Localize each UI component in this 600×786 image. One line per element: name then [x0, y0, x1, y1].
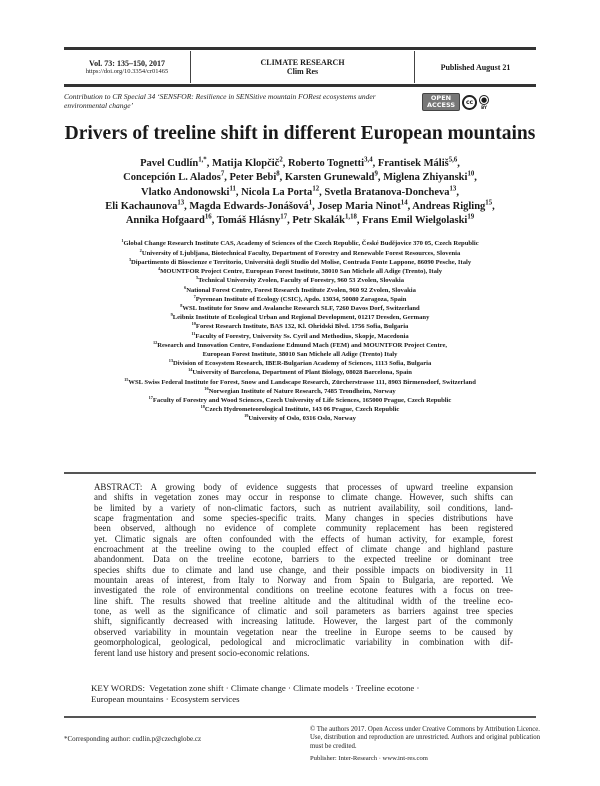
affiliation — [30, 387, 570, 396]
affiliation-number: 14 — [188, 367, 193, 373]
journal-header — [64, 51, 536, 83]
author-name: Roberto Tognetti — [287, 158, 365, 169]
affiliation — [30, 286, 570, 295]
author — [292, 215, 357, 226]
affiliation-number: 1 — [121, 238, 124, 244]
keywords-line-1: KEY WORDS: Vegetation zone shift · Climate change · Climate models · Treeline ecotone · — [91, 683, 420, 693]
author-affiliation-mark: 15 — [485, 199, 493, 207]
author — [126, 215, 212, 226]
author-name: Concepción L. Alados — [123, 172, 221, 184]
cc-icon: cc — [462, 95, 477, 110]
affiliation-number: 6 — [184, 284, 187, 290]
volume: Vol. 73: 135–150, 2017 — [89, 59, 165, 68]
abstract-line: shift, significantly decreased with increasing latitude. However, the largest part of the commonly — [94, 616, 513, 627]
author-name: Frans Emil Wielgolaski — [362, 215, 468, 227]
affiliation-text: Technical University Zvolen, Faculty of Forestry, 960 53 Zvolen, Slovakia — [198, 277, 404, 285]
affiliation-number: 2 — [139, 247, 142, 253]
affiliation — [30, 304, 570, 313]
abstract-line: ABSTRACT: A growing body of evidence suggests that processes of upward treeline expansion — [94, 482, 513, 492]
author-affiliation-mark: 16 — [204, 213, 212, 221]
affiliation-number: 11 — [191, 330, 196, 336]
keywords — [91, 683, 516, 704]
affiliation-text: Research and Innovation Centre, Fondazione Edmund Mach (FEM) and MOUNTFOR Project Centre, — [157, 341, 448, 349]
affiliation — [30, 295, 570, 304]
abstract-line: mountain areas of interest, from Italy to Norway and from Spain to Bulgaria, are reported. We — [94, 575, 513, 586]
volume-cell — [64, 51, 191, 83]
affiliation — [30, 350, 570, 359]
affiliation-number: 17 — [148, 394, 153, 400]
journal-name: CLIMATE RESEARCH — [260, 58, 345, 67]
author-affiliation-mark: 19 — [467, 213, 475, 221]
affiliation-number: 13 — [168, 357, 173, 363]
abstract-line: encroachment at the treeline owing to the coupled effect of climate change and highland pasture — [94, 544, 513, 555]
abstract-line: tone, as well as the significance of climatic and soil parameters as barriers against tree species — [94, 606, 513, 617]
affiliation — [30, 258, 570, 267]
affiliation-text: Global Change Research Institute CAS, Academy of Sciences of the Czech Republic, České Budějovice 370 05, Czech Republic — [123, 240, 479, 248]
author-name: Eli Kachaunova — [105, 200, 178, 212]
journal-cell — [191, 51, 415, 83]
abstract-line: observed variability in mountain vegetation near the treeline in Europe seems to be caused by — [94, 626, 513, 637]
author-affiliation-mark: 1,18 — [344, 213, 357, 221]
author-affiliation-mark: 8 — [276, 170, 280, 178]
author — [288, 158, 373, 169]
affiliation-text: Forest Research Institute, BAS 132, Kl. Ohridski Blvd. 1756 Sofia, Bulgaria — [195, 323, 409, 331]
author-line: Vlatko Andonowski$^{11}$, Nicola La Porta$^{12}$, Svetla Bratanova-Doncheva$^{13}$, — [141, 185, 459, 198]
author-name: Peter Bebi — [229, 172, 277, 184]
author — [212, 158, 283, 169]
author — [241, 187, 319, 198]
open-access-badge: OPEN ACCESS — [422, 93, 460, 111]
publisher-text: Publisher: Inter-Research · www.int-res.com — [310, 755, 428, 762]
published-date: Published August 21 — [440, 62, 511, 72]
affiliation-number: 15 — [124, 376, 129, 382]
affiliation-text: University of Oslo, 0316 Oslo, Norway — [248, 415, 356, 423]
author — [285, 172, 378, 183]
affiliation-number: 8 — [180, 302, 183, 308]
affiliation-text: Leibniz Institute of Ecological Urban and Regional Development, 01217 Dresden, Germany — [172, 314, 430, 322]
affiliation-number: 4 — [158, 265, 161, 271]
author — [140, 158, 207, 169]
affiliation-text: Faculty of Forestry, University Ss. Cyril and Methodius, Skopje, Macedonia — [195, 332, 409, 340]
abstract-line: yet. Climatic signals are often confounded with the effects of human activity, for example, forest — [94, 533, 513, 544]
author — [141, 187, 236, 198]
affiliation-text: National Forest Centre, Forest Research Institute Zvolen, 960 92 Zvolen, Slovakia — [186, 286, 416, 294]
affiliation-text: Division of Ecosystem Research, IBER-Bulgarian Academy of Sciences, 1113 Sofia, Bulgaria — [172, 360, 432, 368]
affiliation-text: University of Ljubljana, Biotechnical Faculty, Department of Forestry and Renewable Forest Resources, Slovenia — [141, 249, 461, 257]
author-name: Matija Klopčič — [211, 158, 280, 169]
author-affiliation-mark: 9 — [374, 170, 378, 178]
keywords-line-2: European mountains · Ecosystem services — [91, 693, 240, 704]
affiliation — [30, 313, 570, 322]
author-line: Eli Kachaunova$^{13}$, Magda Edwards-Jonášová$^1$, Josep Maria Ninot$^{14}$, Andreas Rigling$^{15}$, — [105, 199, 495, 212]
affiliation — [30, 341, 570, 350]
affiliation — [30, 414, 570, 423]
affiliation-number: 12 — [152, 339, 158, 345]
affiliation — [30, 249, 570, 258]
author-affiliation-mark: 17 — [280, 213, 288, 221]
affiliation — [30, 322, 570, 331]
affiliation-text: Norwegian Institute of Nature Research, 7485 Trondheim, Norway — [208, 387, 396, 395]
abstract-top-rule — [64, 472, 536, 474]
footer-rule — [64, 716, 536, 718]
author-name: Tomáš Hlásny — [216, 215, 281, 227]
author-affiliation-mark: 12 — [312, 185, 320, 193]
author-affiliation-mark: 7 — [220, 170, 225, 178]
abstract — [94, 482, 513, 658]
affiliation — [30, 368, 570, 377]
affiliation-text: University of Barcelona, Department of Plant Biology, 08028 Barcelona, Spain — [192, 369, 412, 377]
abstract-line: been observed, although no evidence of complete community replacement has been registered — [94, 523, 513, 534]
affiliation-number: 5 — [195, 275, 199, 281]
author-affiliation-mark: 13 — [177, 199, 185, 207]
affiliation-list — [30, 239, 570, 423]
author-line: Pavel Cudlín$^{1,*}$, Matija Klopčič$^2$, Roberto Tognetti$^{3,4}$, Frantisek Máliš$^{5,6}$, — [140, 156, 460, 169]
author-name: Petr Skalák — [292, 215, 345, 227]
published-cell — [415, 51, 536, 83]
affiliation-number: 9 — [170, 311, 173, 317]
affiliation-text: WSL Swiss Federal Institute for Forest, Snow and Landscape Research, Zürcherstrasse 111, 8903 Birmensdorf, Switzerland — [128, 378, 476, 386]
author-name: Annika Hofgaard — [125, 215, 205, 227]
affiliation-number: 7 — [193, 293, 196, 299]
author-name: Pavel Cudlín — [140, 158, 199, 169]
author — [378, 158, 457, 169]
affiliation — [30, 332, 570, 341]
author-name: Nicola La Porta — [241, 186, 313, 198]
affiliation-number: 18 — [200, 403, 205, 409]
abstract-line: abandonment. Data on the treeline ecotone, barriers to the expected treeline or dominant tree — [94, 554, 513, 565]
abstract-line: be limited by a variety of non-climatic factors, such as nutrient availability, soil conditions, land- — [94, 502, 513, 513]
author — [412, 201, 492, 212]
author-affiliation-mark: 3,4 — [364, 156, 373, 164]
affiliation-text: European Forest Institute, 38010 San Michele all Adige (Trento) Italy — [202, 350, 398, 358]
author-affiliation-mark: 1,* — [198, 156, 207, 164]
header-bottom-rule — [64, 84, 536, 87]
abstract-line: species shifts due to climate and land use change, and their possible impacts on biodiversity in 11 — [94, 564, 513, 575]
affiliation-text: Pyrenean Institute of Ecology (CSIC), Apdo. 13034, 50080 Zaragoza, Spain — [195, 295, 407, 303]
affiliation — [30, 267, 570, 276]
person-icon: ● — [480, 95, 488, 104]
author — [383, 172, 474, 183]
affiliation — [30, 396, 570, 405]
author — [189, 201, 312, 212]
abstract-line: and shifts in vegetation zones may occur in response to climate change. However, such shifts can — [94, 492, 513, 503]
abstract-line: ferent land use history and present socio-economic relations. — [94, 647, 310, 658]
author-name: Miglena Zhiyanski — [383, 172, 468, 184]
author — [123, 172, 224, 183]
affiliation-number: 16 — [204, 385, 209, 391]
author-name: Magda Edwards-Jonášová — [189, 200, 309, 212]
affiliation-text: MOUNTFOR Project Centre, European Forest Institute, 38010 San Michele all Adige (Trento), Italy — [160, 268, 442, 276]
affiliation-text: Faculty of Forestry and Wood Sciences, Czech University of Life Sciences, 165000 Prague, Czech Republic — [152, 396, 452, 404]
affiliation — [30, 276, 570, 285]
author-affiliation-mark: 2 — [279, 156, 283, 164]
front-matter — [30, 122, 570, 424]
doi-link[interactable]: https://doi.org/10.3354/cr01465 — [85, 68, 169, 75]
contribution-note: Contribution to CR Special 34 ‘SENSFOR: Resilience in SENSitive mountain FORest ecosystems under environmental change’ — [64, 92, 376, 110]
author-name: Vlatko Andonowski — [141, 186, 230, 198]
abstract-line: investigated the role of environmental conditions on treeline ecotone features with a focus on tree- — [94, 585, 513, 596]
author-line: Concepción L. Alados$^7$, Peter Bebi$^8$, Karsten Grunewald$^9$, Miglena Zhiyanski$^{10}$, — [123, 170, 477, 184]
affiliation-number: 10 — [191, 321, 196, 327]
author-name: Josep Maria Ninot — [317, 200, 401, 212]
author — [362, 215, 474, 226]
abstract-line: scape fragmentation and some species-specific traits. Many changes in species distributions have — [94, 513, 513, 524]
author-affiliation-mark: 5,6 — [448, 156, 458, 164]
affiliation — [30, 239, 570, 248]
affiliation-text: Dipartimento di Bioscienze e Territorio, Università degli Studio del Molise, Contrada Fonte Lappone, 86090 Pesche, Italy — [131, 258, 472, 266]
affiliation-number: 3 — [128, 256, 132, 262]
by-icon — [479, 95, 489, 110]
affiliation-number: 19 — [244, 413, 249, 419]
author-affiliation-mark: 13 — [449, 185, 457, 193]
abstract-line: geomorphological, geological, pedological and microclimatic variability in combination with dif- — [94, 637, 513, 648]
author — [217, 215, 287, 226]
author — [324, 187, 456, 198]
author-list — [40, 157, 560, 228]
journal-abbrev: Clim Res — [286, 67, 319, 76]
paper-title: Drivers of treeline shift in different European mountains — [64, 123, 536, 144]
author-line: Annika Hofgaard$^{16}$, Tomáš Hlásny$^{17}$, Petr Skalák$^{1,18}$, Frans Emil Wielgolaski$^{19}$ — [125, 213, 475, 227]
header-top-rule — [64, 47, 536, 50]
by-label: BY — [481, 104, 487, 110]
license-text: © The authors 2017. Open Access under Creative Commons by Attribution Licence. Use, distribution and reproduction are unrestricted. Authors and original publication must be credited. — [310, 726, 540, 750]
author-affiliation-mark: 14 — [400, 199, 408, 207]
affiliation-text: Czech Hydrometeorological Institute, 143 06 Prague, Czech Republic — [204, 406, 400, 414]
abstract-line: line shift. The results showed that treeline altitude and the altitudinal width of the treeline eco- — [94, 595, 513, 606]
affiliation — [30, 378, 570, 387]
author-name: Svetla Bratanova-Doncheva — [324, 186, 450, 198]
author — [230, 172, 280, 183]
affiliation — [30, 405, 570, 414]
affiliation — [30, 359, 570, 368]
corresponding-author: *Corresponding author: cudlin.p@czechglobe.cz — [64, 735, 202, 743]
author-name: Karsten Grunewald — [284, 172, 375, 184]
license-badges — [422, 93, 489, 111]
author-name: Andreas Rigling — [412, 200, 486, 212]
affiliation-text: WSL Institute for Snow and Avalanche Research SLF, 7260 Davos Dorf, Switzerland — [182, 304, 420, 312]
author-affiliation-mark: 11 — [229, 185, 236, 193]
author — [317, 201, 407, 212]
author — [105, 201, 184, 212]
author-affiliation-mark: 1 — [308, 199, 313, 207]
author-name: Frantisek Máliš — [377, 158, 449, 169]
author-affiliation-mark: 10 — [467, 170, 475, 178]
